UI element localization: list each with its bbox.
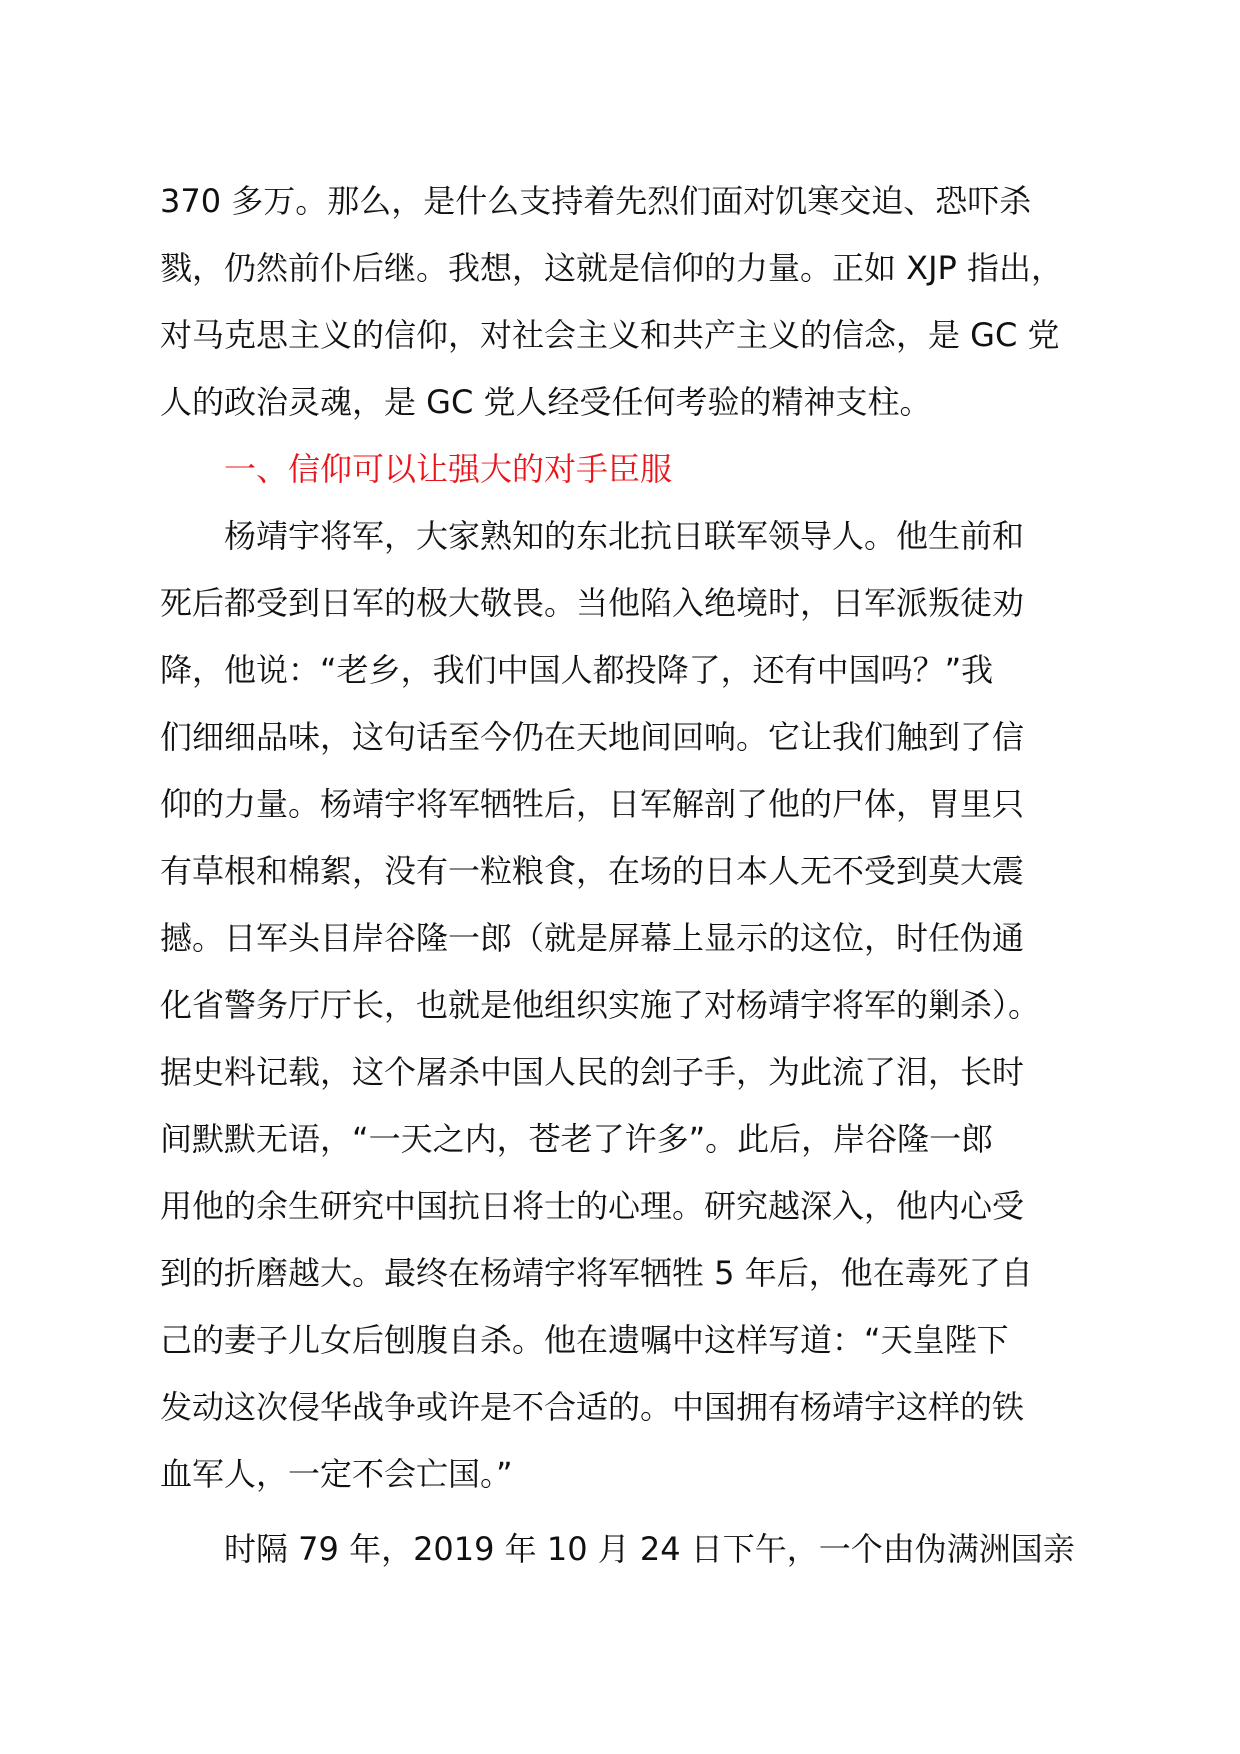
text-line: 有草根和棉絮，没有一粒粮食，在场的日本人无不受到莫大震 (160, 852, 1025, 890)
text-line: 死后都受到日军的极大敬畏。当他陷入绝境时，日军派叛徒劝 (160, 584, 1025, 622)
text-line: 降，他说：“老乡，我们中国人都投降了，还有中国吗？”我 (160, 651, 994, 689)
text-line: 戮，仍然前仆后继。我想，这就是信仰的力量。正如 XJP 指出， (160, 249, 1064, 287)
paragraph-start-line: 时隔 79 年，2019 年 10 月 24 日下午，一个由伪满洲国亲 (224, 1530, 1075, 1568)
text-line: 仰的力量。杨靖宇将军牺牲后，日军解剖了他的尸体，胃里只 (160, 785, 1025, 823)
text-line: 撼。日军头目岸谷隆一郎（就是屏幕上显示的这位，时任伪通 (160, 919, 1025, 957)
text-line: 间默默无语，“一天之内，苍老了许多”。此后，岸谷隆一郎 (160, 1120, 994, 1158)
text-line: 己的妻子儿女后刨腹自杀。他在遗嘱中这样写道：“天皇陛下 (160, 1321, 1009, 1359)
text-line: 们细细品味，这句话至今仍在天地间回响。它让我们触到了信 (160, 718, 1025, 756)
text-line: 对马克思主义的信仰，对社会主义和共产主义的信念，是 GC 党 (160, 316, 1060, 354)
text-line: 化省警务厅厅长，也就是他组织实施了对杨靖宇将军的剿杀）。 (160, 986, 1041, 1024)
text-line: 据史料记载，这个屠杀中国人民的刽子手，为此流了泪，长时 (160, 1053, 1025, 1091)
section-heading: 一、信仰可以让强大的对手臣服 (224, 450, 673, 488)
text-line: 发动这次侵华战争或许是不合适的。中国拥有杨靖宇这样的铁 (160, 1388, 1025, 1426)
text-line: 人的政治灵魂，是 GC 党人经受任何考验的精神支柱。 (160, 383, 932, 421)
text-line: 血军人，一定不会亡国。” (160, 1455, 513, 1493)
text-line: 到的折磨越大。最终在杨靖宇将军牺牲 5 年后，他在毒死了自 (160, 1254, 1033, 1292)
text-line: 用他的余生研究中国抗日将士的心理。研究越深入，他内心受 (160, 1187, 1025, 1225)
body-text (160, 168, 1100, 1583)
text-line: 370 多万。那么，是什么支持着先烈们面对饥寒交迫、恐吓杀 (160, 182, 1032, 220)
paragraph-start-line: 杨靖宇将军，大家熟知的东北抗日联军领导人。他生前和 (224, 517, 1025, 555)
